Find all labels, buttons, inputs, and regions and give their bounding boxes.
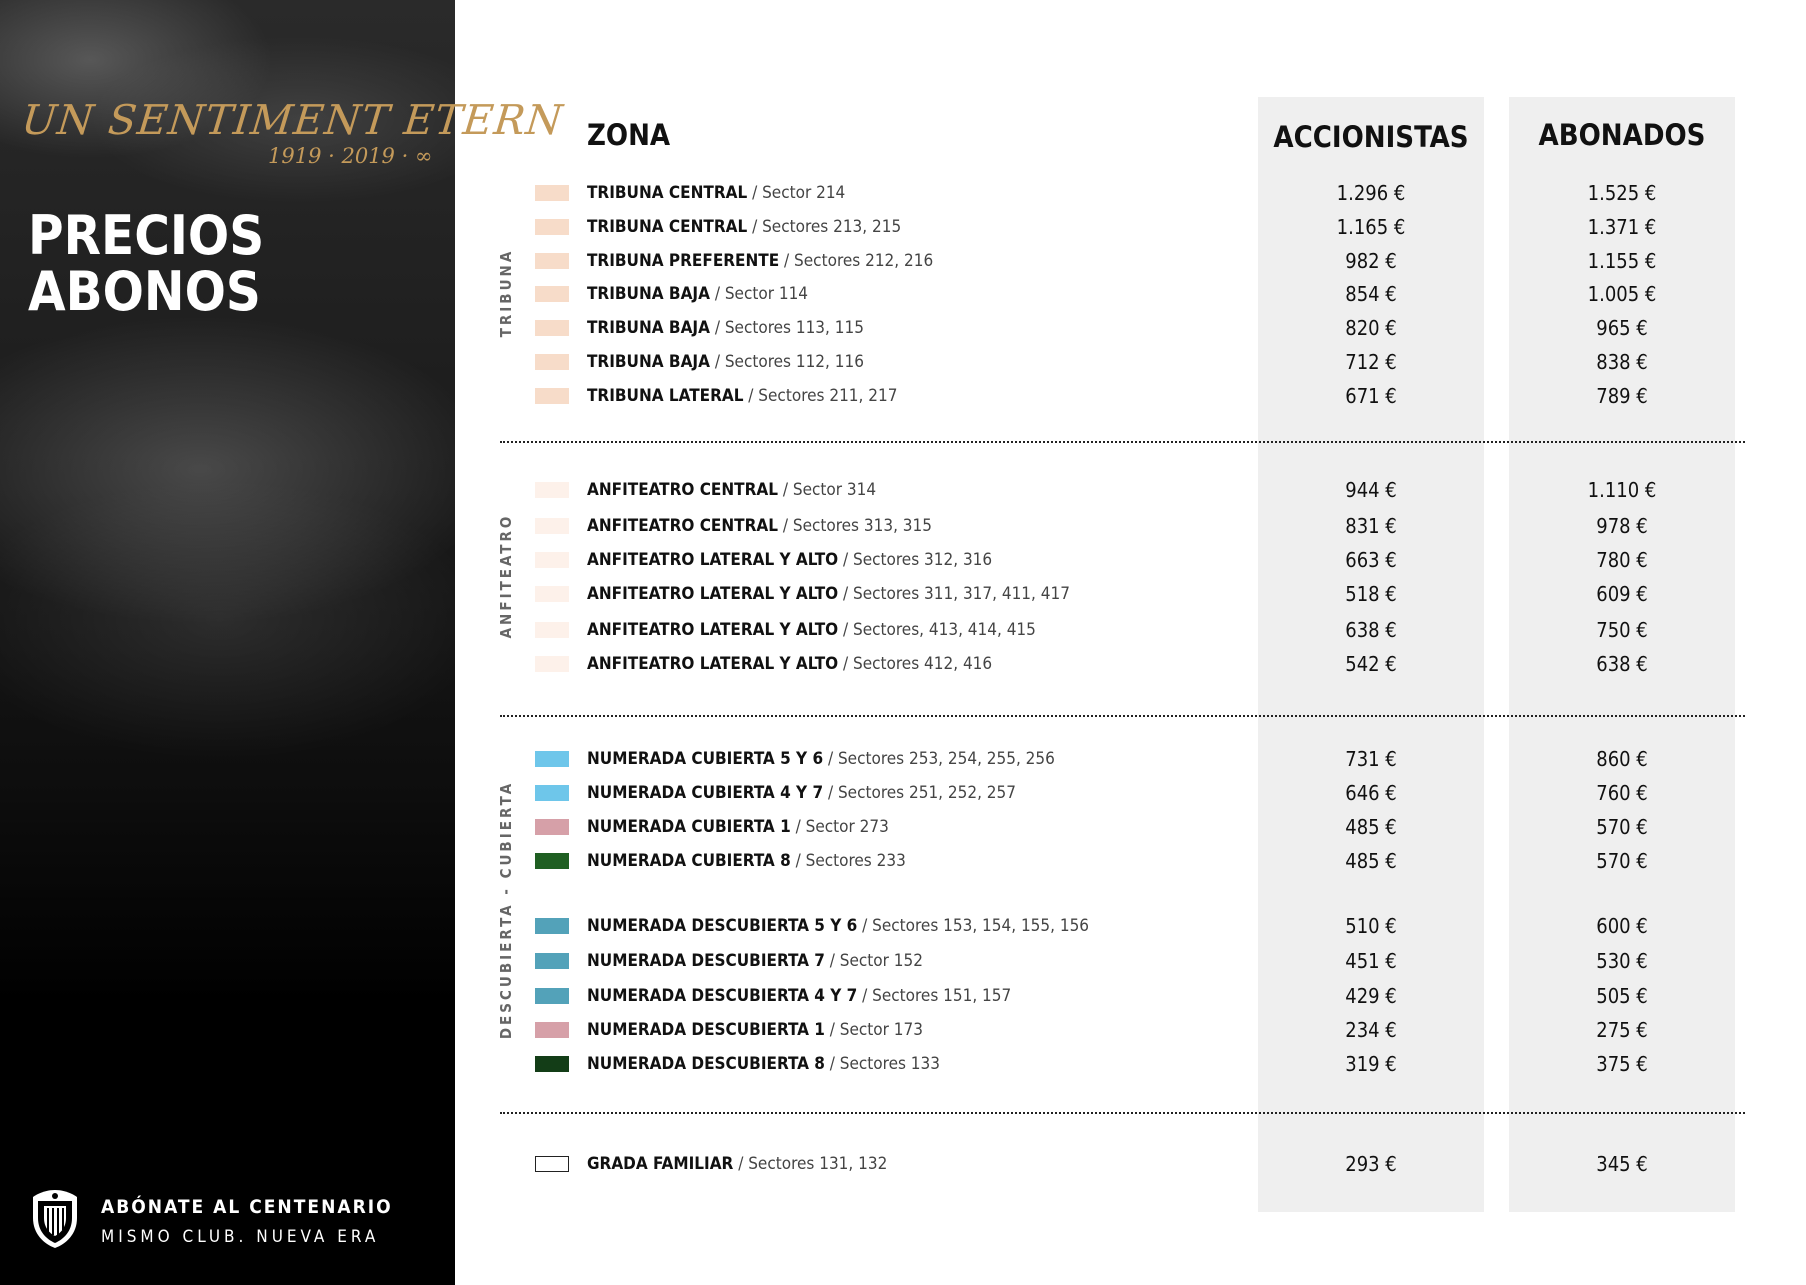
zone-name: NUMERADA CUBIERTA 8 [587,851,791,871]
price-accionistas: 293 € [1345,1152,1397,1176]
header-accionistas: ACCIONISTAS [1273,120,1469,154]
zone-color-swatch [535,1156,569,1172]
price-row [0,618,1806,648]
zone-sectors: / Sectores 133 [829,1054,940,1074]
price-abonados: 609 € [1596,582,1648,606]
price-row [0,181,1806,211]
price-abonados: 789 € [1596,384,1648,408]
zone-sectors: / Sectores 312, 316 [843,550,993,570]
zone-name: TRIBUNA CENTRAL [587,183,748,203]
zone-sectors: / Sectores 113, 115 [714,318,864,338]
price-row [0,350,1806,380]
zone-label [587,781,1016,805]
zone-label [587,747,1055,771]
price-accionistas: 712 € [1345,350,1397,374]
zone-label [587,618,1036,642]
price-row [0,652,1806,682]
zone-sectors: / Sectores 112, 116 [714,352,864,372]
zone-label [587,1018,923,1042]
zone-name: NUMERADA CUBIERTA 4 Y 7 [587,783,824,803]
price-accionistas: 831 € [1345,514,1397,538]
zone-color-swatch [535,622,569,638]
zone-name: ANFITEATRO CENTRAL [587,516,778,536]
zone-color-swatch [535,586,569,602]
zone-color-swatch [535,1022,569,1038]
zone-name: TRIBUNA PREFERENTE [587,251,780,271]
zone-color-swatch [535,482,569,498]
zone-label [587,350,864,374]
zone-color-swatch [535,286,569,302]
price-accionistas: 638 € [1345,618,1397,642]
zone-sectors: / Sectores 153, 154, 155, 156 [862,916,1090,936]
zone-sectors: / Sectores 412, 416 [843,654,993,674]
zone-color-swatch [535,819,569,835]
zone-name: TRIBUNA BAJA [587,318,710,338]
zone-sectors: / Sector 314 [782,480,877,500]
zone-sectors: / Sectores 313, 315 [782,516,932,536]
zone-sectors: / Sectores 311, 317, 411, 417 [843,584,1070,604]
section-divider [500,715,1745,717]
zone-name: TRIBUNA CENTRAL [587,217,748,237]
zone-sectors: / Sectores 131, 132 [738,1154,888,1174]
price-accionistas: 485 € [1345,849,1397,873]
price-accionistas: 485 € [1345,815,1397,839]
price-accionistas: 820 € [1345,316,1397,340]
price-row [0,914,1806,944]
zone-sectors: / Sectores 211, 217 [748,386,898,406]
zone-label [587,1052,940,1076]
zone-sectors: / Sector 173 [829,1020,923,1040]
price-accionistas: 510 € [1345,914,1397,938]
price-row [0,548,1806,578]
slogan: UN SENTIMENT ETERN [19,96,566,144]
price-abonados: 860 € [1596,747,1648,771]
price-accionistas: 429 € [1345,984,1397,1008]
zone-label [587,282,808,306]
price-abonados: 965 € [1596,316,1648,340]
price-row [0,984,1806,1014]
zone-name: ANFITEATRO LATERAL Y ALTO [587,654,839,674]
zone-label [587,1152,887,1176]
price-row [0,478,1806,508]
price-row [0,849,1806,879]
price-accionistas: 319 € [1345,1052,1397,1076]
zone-sectors: / Sectores 213, 215 [752,217,902,237]
zone-sectors: / Sector 114 [714,284,809,304]
zone-sectors: / Sectores 151, 157 [862,986,1012,1006]
price-row [0,282,1806,312]
zone-sectors: / Sector 214 [752,183,846,203]
zone-name: GRADA FAMILIAR [587,1154,734,1174]
section-divider [500,1112,1745,1114]
zone-label [587,215,901,239]
price-abonados: 750 € [1596,618,1648,642]
price-row [0,949,1806,979]
zone-name: NUMERADA CUBIERTA 1 [587,817,791,837]
zone-name: NUMERADA DESCUBIERTA 1 [587,1020,825,1040]
zone-label [587,384,897,408]
zone-name: NUMERADA DESCUBIERTA 5 Y 6 [587,916,858,936]
price-abonados: 375 € [1596,1052,1648,1076]
price-row [0,815,1806,845]
price-accionistas: 731 € [1345,747,1397,771]
zone-color-swatch [535,1056,569,1072]
zone-sectors: / Sector 152 [829,951,923,971]
title-line-2: ABONOS [28,260,261,323]
price-abonados: 1.005 € [1587,282,1657,306]
price-abonados: 1.155 € [1587,249,1657,273]
price-row [0,582,1806,612]
zone-color-swatch [535,320,569,336]
zone-label [587,548,992,572]
zone-sectors: / Sectores 212, 216 [784,251,934,271]
price-abonados: 600 € [1596,914,1648,938]
tagline-secondary: MISMO CLUB. NUEVA ERA [101,1227,380,1247]
price-abonados: 345 € [1596,1152,1648,1176]
price-accionistas: 646 € [1345,781,1397,805]
zone-label [587,316,864,340]
zone-name: NUMERADA DESCUBIERTA 8 [587,1054,825,1074]
price-abonados: 978 € [1596,514,1648,538]
zone-color-swatch [535,953,569,969]
price-abonados: 570 € [1596,815,1648,839]
zone-name: ANFITEATRO CENTRAL [587,480,778,500]
zone-label [587,514,932,538]
price-row [0,249,1806,279]
zone-sectors: / Sectores 253, 254, 255, 256 [827,749,1055,769]
zone-name: NUMERADA DESCUBIERTA 4 Y 7 [587,986,858,1006]
zone-label [587,652,992,676]
zone-name: ANFITEATRO LATERAL Y ALTO [587,584,839,604]
zone-name: TRIBUNA BAJA [587,352,710,372]
zone-color-swatch [535,354,569,370]
zone-sectors: / Sectores, 413, 414, 415 [843,620,1036,640]
zone-sectors: / Sectores 251, 252, 257 [827,783,1016,803]
zone-color-swatch [535,388,569,404]
price-abonados: 1.371 € [1587,215,1657,239]
zone-label [587,249,933,273]
centenary-years: 1919 · 2019 · ∞ [268,144,433,168]
zone-color-swatch [535,656,569,672]
zone-color-swatch [535,518,569,534]
section-divider [500,441,1745,443]
zone-color-swatch [535,918,569,934]
price-row [0,781,1806,811]
zone-name: NUMERADA CUBIERTA 5 Y 6 [587,749,824,769]
club-crest-icon [30,1188,80,1250]
zone-color-swatch [535,552,569,568]
price-row [0,384,1806,414]
price-accionistas: 1.165 € [1336,215,1406,239]
zone-name: ANFITEATRO LATERAL Y ALTO [587,550,839,570]
zone-color-swatch [535,185,569,201]
price-abonados: 505 € [1596,984,1648,1008]
price-accionistas: 234 € [1345,1018,1397,1042]
header-abonados: ABONADOS [1538,118,1706,152]
zone-label [587,949,923,973]
header-zona: ZONA [587,118,671,152]
zone-label [587,181,845,205]
price-accionistas: 982 € [1345,249,1397,273]
zone-label [587,914,1089,938]
price-accionistas: 663 € [1345,548,1397,572]
price-row [0,514,1806,544]
zone-name: TRIBUNA LATERAL [587,386,744,406]
price-row [0,747,1806,777]
price-row [0,215,1806,245]
price-abonados: 530 € [1596,949,1648,973]
price-accionistas: 451 € [1345,949,1397,973]
price-abonados: 760 € [1596,781,1648,805]
zone-color-swatch [535,785,569,801]
price-abonados: 638 € [1596,652,1648,676]
price-abonados: 1.110 € [1587,478,1657,502]
price-row [0,1152,1806,1182]
zone-sectors: / Sector 273 [795,817,889,837]
tagline-primary: ABÓNATE AL CENTENARIO [101,1196,393,1218]
price-row [0,316,1806,346]
price-accionistas: 518 € [1345,582,1397,606]
zone-name: ANFITEATRO LATERAL Y ALTO [587,620,839,640]
zone-label [587,849,906,873]
price-abonados: 838 € [1596,350,1648,374]
price-abonados: 570 € [1596,849,1648,873]
zone-color-swatch [535,219,569,235]
price-abonados: 275 € [1596,1018,1648,1042]
price-row [0,1018,1806,1048]
zone-color-swatch [535,988,569,1004]
zone-sectors: / Sectores 233 [795,851,906,871]
price-accionistas: 854 € [1345,282,1397,306]
title-line-1: PRECIOS [28,204,265,267]
price-abonados: 780 € [1596,548,1648,572]
zone-label [587,582,1070,606]
zone-label [587,478,876,502]
zone-color-swatch [535,853,569,869]
zone-name: TRIBUNA BAJA [587,284,710,304]
zone-label [587,984,1011,1008]
price-accionistas: 671 € [1345,384,1397,408]
zone-name: NUMERADA DESCUBIERTA 7 [587,951,825,971]
price-accionistas: 944 € [1345,478,1397,502]
price-accionistas: 1.296 € [1336,181,1406,205]
zone-color-swatch [535,253,569,269]
price-abonados: 1.525 € [1587,181,1657,205]
price-accionistas: 542 € [1345,652,1397,676]
zone-label [587,815,889,839]
price-row [0,1052,1806,1082]
zone-color-swatch [535,751,569,767]
